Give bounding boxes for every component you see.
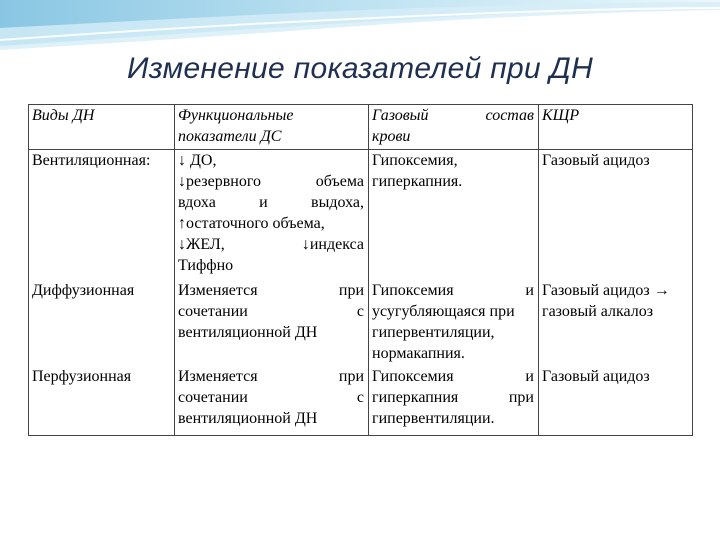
cell-gas: Гипоксемия и гиперкапния при гипервентиляции. xyxy=(369,366,539,436)
table-row-diffusion xyxy=(29,280,693,366)
cell-functional: ↓ ДО, ↓резервного объема вдоха и выдоха, ↑остаточного объема, ↓ЖЕЛ, ↓индекса Тиффно xyxy=(175,150,369,280)
table-row-perfusion xyxy=(29,366,693,436)
table-row-ventilation xyxy=(29,150,693,280)
header-cell-types: Виды ДН xyxy=(29,105,175,150)
cell-acid-base: Газовый ацидоз → газовый алкалоз xyxy=(539,280,693,366)
cell-acid-base: Газовый ацидоз xyxy=(539,366,693,436)
cell-gas: Гипоксемия и усугубляющаяся при гипервентиляции, нормакапния. xyxy=(369,280,539,366)
table-header-row xyxy=(29,105,693,150)
cell-type: Вентиляционная: xyxy=(29,150,175,280)
cell-gas: Гипоксемия, гиперкапния. xyxy=(369,150,539,280)
cell-type: Диффузионная xyxy=(29,280,175,366)
cell-type: Перфузионная xyxy=(29,366,175,436)
header-cell-gas: Газовый состав крови xyxy=(369,105,539,150)
cell-functional: Изменяется при сочетании с вентиляционной ДН xyxy=(175,366,369,436)
header-cell-functional: Функциональные показатели ДС xyxy=(175,105,369,150)
cell-functional: Изменяется при сочетании с вентиляционной ДН xyxy=(175,280,369,366)
header-cell-acid-base: КЩР xyxy=(539,105,693,150)
indicators-table xyxy=(28,104,693,436)
slide-title: Изменение показателей при ДН xyxy=(126,52,594,85)
cell-acid-base: Газовый ацидоз xyxy=(539,150,693,280)
